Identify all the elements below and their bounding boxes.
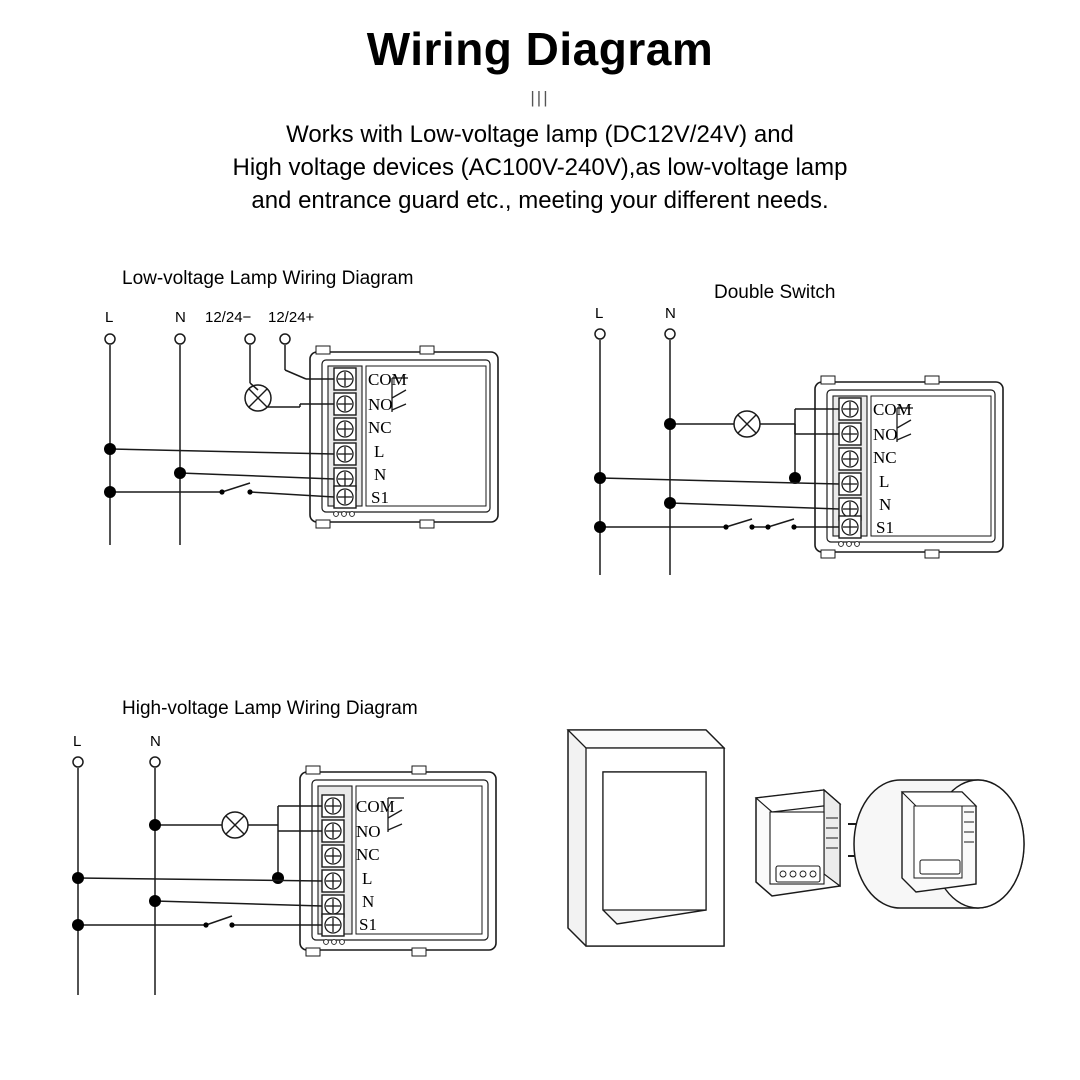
- wire-label-n: N: [175, 309, 186, 326]
- wire-label-12-24-plus: 12/24+: [268, 309, 315, 326]
- terminal-label-com: COM: [873, 400, 912, 419]
- lamp-icon-high-voltage: [222, 812, 248, 838]
- low-voltage-lamp-wiring-diagram: [104, 309, 498, 545]
- terminal-label-com: COM: [356, 797, 395, 816]
- lamp-icon-low-voltage: [245, 385, 271, 411]
- terminal-label-no: NO: [873, 425, 898, 444]
- wire-label-12-24-minus: 12/24−: [205, 309, 252, 326]
- wire-label-n: N: [665, 305, 676, 322]
- double-switch-wiring-diagram: [594, 305, 1003, 575]
- terminal-block-low-voltage: [334, 368, 356, 508]
- terminal-label-nc: NC: [368, 418, 392, 437]
- wall-box-illustration: [854, 780, 1024, 908]
- terminal-label-nc: NC: [873, 448, 897, 467]
- caption-high-voltage-lamp-wiring-diagram: High-voltage Lamp Wiring Diagram: [122, 698, 418, 719]
- terminal-label-s1: S1: [371, 488, 389, 507]
- terminal-label-s1: S1: [876, 518, 894, 537]
- relay-module-product-illustration: [756, 790, 840, 896]
- terminal-label-n: N: [374, 465, 387, 484]
- terminal-label-l: L: [879, 472, 890, 491]
- wire-label-l: L: [105, 309, 114, 326]
- subtitle-line-2: High voltage devices (AC100V-240V),as low-voltage lamp: [232, 154, 848, 181]
- wire-label-n: N: [150, 733, 161, 750]
- caption-double-switch: Double Switch: [714, 282, 836, 303]
- terminal-label-no: NO: [356, 822, 381, 841]
- title-divider-ornament: |||: [530, 88, 550, 107]
- caption-low-voltage-lamp-wiring-diagram: Low-voltage Lamp Wiring Diagram: [122, 268, 414, 289]
- terminal-label-l: L: [374, 442, 385, 461]
- terminal-label-n: N: [879, 495, 892, 514]
- page-title: Wiring Diagram: [366, 23, 714, 75]
- terminal-label-nc: NC: [356, 845, 380, 864]
- terminal-block-double-switch: [839, 398, 861, 538]
- terminal-label-n: N: [362, 892, 375, 911]
- subtitle-line-1: Works with Low-voltage lamp (DC12V/24V) and: [286, 121, 794, 148]
- subtitle-line-3: and entrance guard etc., meeting your different needs.: [251, 187, 829, 214]
- high-voltage-lamp-wiring-diagram: [72, 733, 496, 995]
- terminal-label-s1: S1: [359, 915, 377, 934]
- wire-label-l: L: [595, 305, 604, 322]
- terminal-label-no: NO: [368, 395, 393, 414]
- terminal-label-com: COM: [368, 370, 407, 389]
- wire-label-l: L: [73, 733, 82, 750]
- terminal-block-high-voltage: [322, 795, 344, 936]
- terminal-label-l: L: [362, 869, 373, 888]
- lamp-icon-double-switch: [734, 411, 760, 437]
- wall-switch-plate-illustration: [568, 730, 724, 946]
